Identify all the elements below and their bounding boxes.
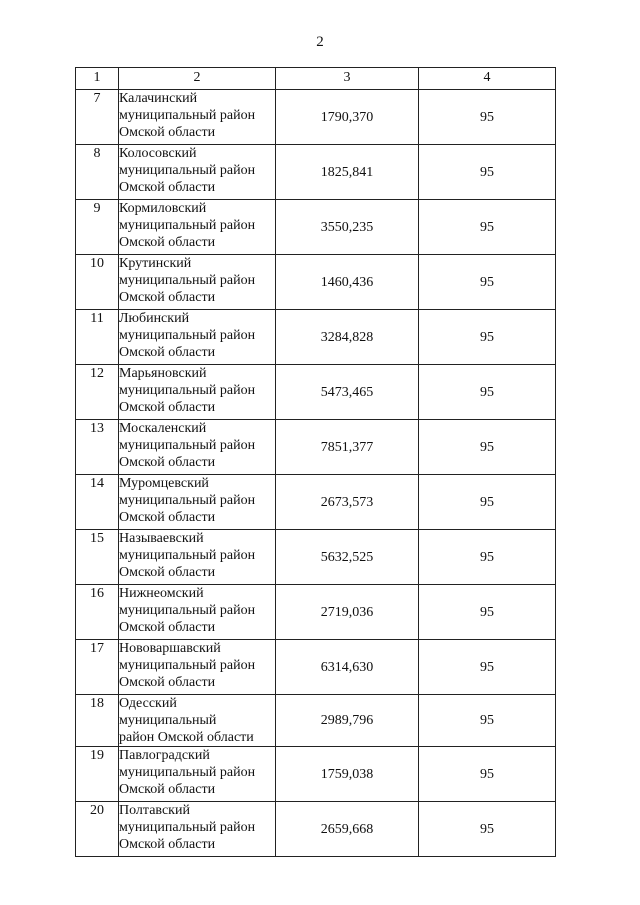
- amount-cell: 6314,630: [276, 640, 419, 695]
- table-row: [76, 255, 556, 310]
- percent-cell: 95: [419, 585, 556, 640]
- row-number-cell: 10: [76, 255, 119, 310]
- amount-cell: 1759,038: [276, 747, 419, 802]
- percent-cell: 95: [419, 530, 556, 585]
- table-row: [76, 90, 556, 145]
- percent-cell: 95: [419, 640, 556, 695]
- table-row: [76, 200, 556, 255]
- percent-cell: 95: [419, 420, 556, 475]
- district-name-cell: Москаленский муниципальный район Омской области: [119, 420, 276, 475]
- table-row: [76, 420, 556, 475]
- amount-cell: 5632,525: [276, 530, 419, 585]
- percent-cell: 95: [419, 200, 556, 255]
- district-name-cell: Калачинский муниципальный район Омской области: [119, 90, 276, 145]
- district-name-cell: Марьяновский муниципальный район Омской области: [119, 365, 276, 420]
- row-number-cell: 7: [76, 90, 119, 145]
- percent-cell: 95: [419, 365, 556, 420]
- amount-cell: 5473,465: [276, 365, 419, 420]
- district-name-cell: Колосовский муниципальный район Омской области: [119, 145, 276, 200]
- amount-cell: 3284,828: [276, 310, 419, 365]
- district-name-cell: Нововаршавский муниципальный район Омской области: [119, 640, 276, 695]
- amount-cell: 2989,796: [276, 695, 419, 747]
- table-header-row: [76, 68, 556, 90]
- percent-cell: 95: [419, 695, 556, 747]
- percent-cell: 95: [419, 747, 556, 802]
- table-row: [76, 802, 556, 857]
- district-name-cell: Павлоградский муниципальный район Омской области: [119, 747, 276, 802]
- row-number-cell: 16: [76, 585, 119, 640]
- column-header-4: 4: [419, 68, 556, 90]
- district-name-cell: Муромцевский муниципальный район Омской области: [119, 475, 276, 530]
- percent-cell: 95: [419, 310, 556, 365]
- row-number-cell: 15: [76, 530, 119, 585]
- percent-cell: 95: [419, 255, 556, 310]
- table-row: [76, 475, 556, 530]
- column-header-2: 2: [119, 68, 276, 90]
- row-number-cell: 18: [76, 695, 119, 747]
- table-row: [76, 640, 556, 695]
- row-number-cell: 17: [76, 640, 119, 695]
- column-header-3: 3: [276, 68, 419, 90]
- district-name-cell: Одесский муниципальный район Омской области: [119, 695, 276, 747]
- row-number-cell: 9: [76, 200, 119, 255]
- table-row: [76, 747, 556, 802]
- amount-cell: 1460,436: [276, 255, 419, 310]
- row-number-cell: 20: [76, 802, 119, 857]
- percent-cell: 95: [419, 802, 556, 857]
- row-number-cell: 13: [76, 420, 119, 475]
- amount-cell: 1790,370: [276, 90, 419, 145]
- table-row: [76, 310, 556, 365]
- row-number-cell: 19: [76, 747, 119, 802]
- district-name-cell: Называевский муниципальный район Омской области: [119, 530, 276, 585]
- table-row: [76, 585, 556, 640]
- table-row: [76, 530, 556, 585]
- percent-cell: 95: [419, 145, 556, 200]
- table-row: [76, 365, 556, 420]
- table-row: [76, 145, 556, 200]
- amount-cell: 2719,036: [276, 585, 419, 640]
- row-number-cell: 12: [76, 365, 119, 420]
- district-name-cell: Полтавский муниципальный район Омской области: [119, 802, 276, 857]
- amount-cell: 1825,841: [276, 145, 419, 200]
- district-name-cell: Нижнеомский муниципальный район Омской области: [119, 585, 276, 640]
- amount-cell: 2673,573: [276, 475, 419, 530]
- row-number-cell: 11: [76, 310, 119, 365]
- page-number: 2: [316, 34, 324, 50]
- row-number-cell: 14: [76, 475, 119, 530]
- allocation-table: [75, 67, 556, 857]
- amount-cell: 7851,377: [276, 420, 419, 475]
- amount-cell: 3550,235: [276, 200, 419, 255]
- percent-cell: 95: [419, 90, 556, 145]
- row-number-cell: 8: [76, 145, 119, 200]
- table-row: [76, 695, 556, 747]
- percent-cell: 95: [419, 475, 556, 530]
- district-name-cell: Крутинский муниципальный район Омской области: [119, 255, 276, 310]
- district-name-cell: Любинский муниципальный район Омской области: [119, 310, 276, 365]
- district-name-cell: Кормиловский муниципальный район Омской области: [119, 200, 276, 255]
- amount-cell: 2659,668: [276, 802, 419, 857]
- column-header-1: 1: [76, 68, 119, 90]
